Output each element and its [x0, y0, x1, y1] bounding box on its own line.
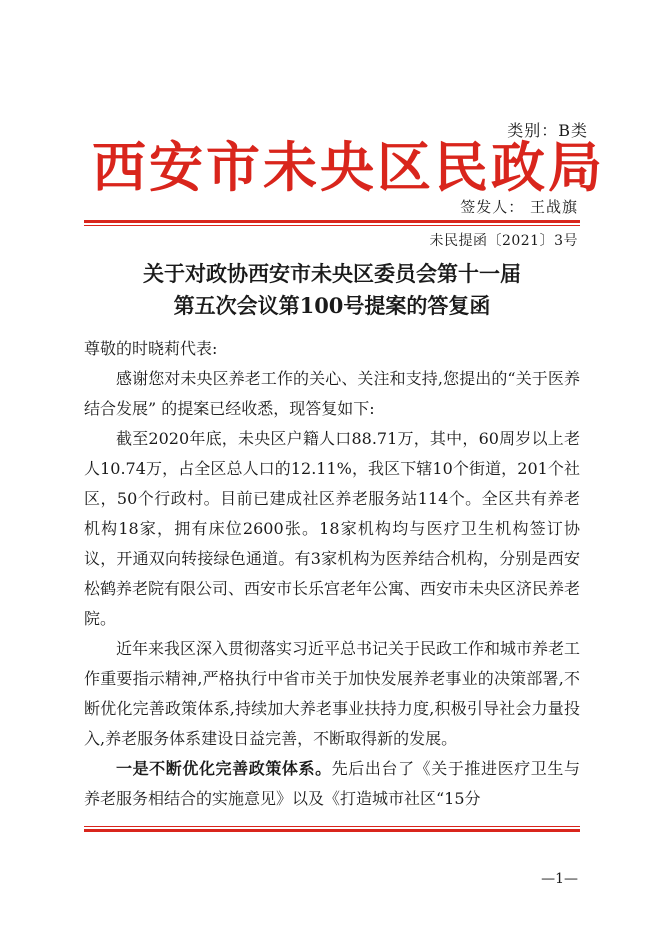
document-body: [84, 334, 580, 814]
page-number: —1—: [541, 871, 578, 887]
header-red-rule: [84, 220, 580, 223]
paragraph-1: 感谢您对未央区养老工作的关心、关注和支持,您提出的“关于医养结合发展” 的提案已经收悉，现答复如下:: [84, 369, 580, 418]
salutation: 尊敬的时晓莉代表:: [84, 339, 218, 358]
document-subject: [84, 258, 580, 322]
footer-red-rule: [84, 829, 580, 832]
paragraph-4: [84, 754, 580, 814]
subject-line-1: 关于对政协西安市未央区委员会第十一届: [143, 261, 521, 286]
paragraph-4-heading: 一是不断优化完善政策体系。: [116, 759, 332, 778]
signer-label: 签发人： 王战旗: [460, 198, 578, 216]
subject-line-2: 第五次会议第100号提案的答复函: [173, 293, 491, 318]
footer-red-rule-thin: [84, 826, 580, 827]
paragraph-2: 截至2020年底，未央区户籍人口88.71万，其中，60周岁以上老人10.74万，占全区总人口的12.11%，我区下辖10个街道，201个社区，50个行政村。目前已建成社区养老服务站114个。全区共有养老机构18家，拥有床位2600张。18家机构均与医疗卫生机构签订协议，开通双向转接绿色通道。有3家机构为医养结合机构，分别是西安松鹤养老院有限公司、西安市长乐宫老年公寓、西安市未央区济民养老院。: [84, 429, 581, 628]
paragraph-3: 近年来我区深入贯彻落实习近平总书记关于民政工作和城市养老工作重要指示精神,严格执行中省市关于加快发展养老事业的决策部署,不断优化完善政策体系,持续加大养老事业扶持力度,积极引导社会力量投入,养老服务体系建设日益完善，不断取得新的发展。: [84, 639, 581, 748]
document-number: 未民提函〔2021〕3号: [429, 233, 578, 249]
category-label: 类别：B类: [507, 121, 588, 140]
paragraph-4-text: 先后出台了《关于推进医疗卫生与养老服务相结合的实施意见》以及《打造城市社区“15分: [84, 759, 580, 808]
header-red-rule-thin: [84, 225, 580, 226]
organization-title: 西安市未央区民政局: [92, 135, 605, 199]
